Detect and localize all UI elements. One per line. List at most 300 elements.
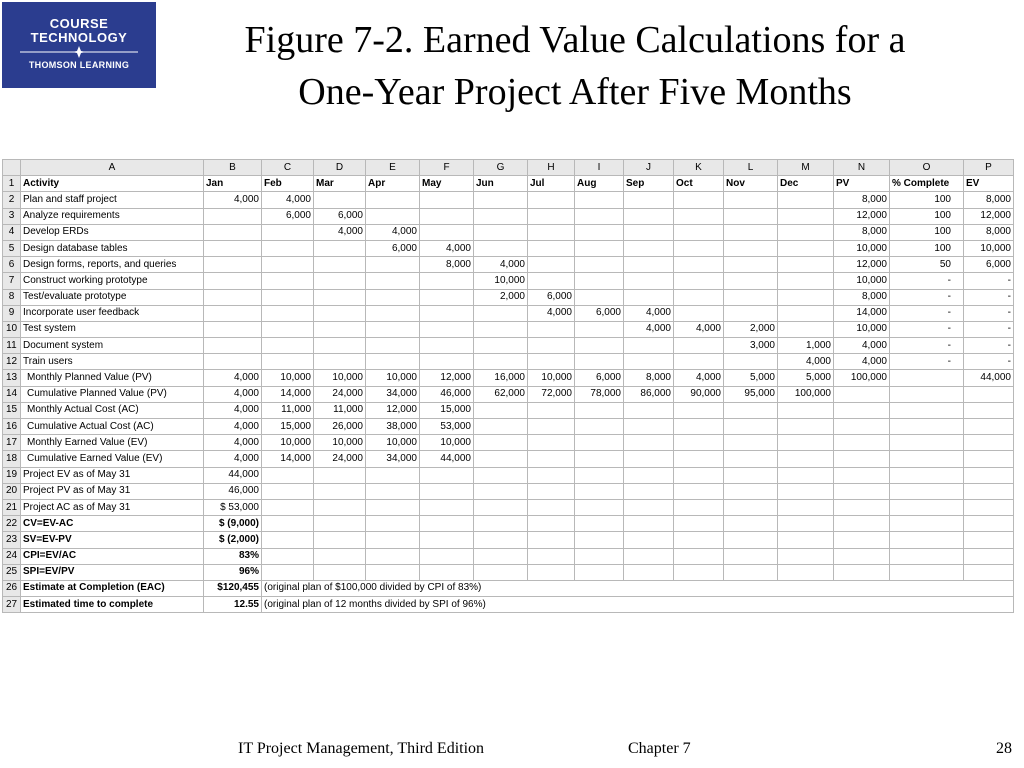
cell[interactable] (262, 564, 314, 580)
cell[interactable] (674, 516, 724, 532)
cell[interactable] (366, 321, 420, 337)
cell[interactable] (964, 516, 1014, 532)
cell[interactable] (575, 516, 624, 532)
cell[interactable] (890, 402, 964, 418)
cell[interactable] (474, 419, 528, 435)
column-header[interactable]: A (21, 160, 204, 176)
column-header[interactable]: M (778, 160, 834, 176)
cell[interactable] (366, 564, 420, 580)
cell[interactable]: 10,000 (834, 240, 890, 256)
cell[interactable]: 11,000 (262, 402, 314, 418)
cell[interactable] (262, 240, 314, 256)
cell[interactable]: 14,000 (834, 305, 890, 321)
cell[interactable]: Project AC as of May 31 (21, 499, 204, 515)
cell[interactable] (624, 289, 674, 305)
column-header[interactable]: P (964, 160, 1014, 176)
cell[interactable]: 11,000 (314, 402, 366, 418)
cell[interactable] (575, 435, 624, 451)
column-header[interactable]: B (204, 160, 262, 176)
cell[interactable]: 10,000 (262, 370, 314, 386)
cell[interactable] (528, 564, 575, 580)
row-number[interactable]: 14 (3, 386, 21, 402)
cell[interactable]: 86,000 (624, 386, 674, 402)
cell[interactable] (474, 564, 528, 580)
cell[interactable] (262, 467, 314, 483)
cell[interactable] (964, 499, 1014, 515)
cell[interactable] (624, 499, 674, 515)
cell[interactable]: May (420, 176, 474, 192)
cell[interactable] (528, 240, 575, 256)
cell[interactable] (575, 240, 624, 256)
cell[interactable] (674, 224, 724, 240)
cell[interactable]: Estimated time to complete (21, 597, 204, 613)
cell[interactable] (778, 451, 834, 467)
cell[interactable]: Design database tables (21, 240, 204, 256)
cell[interactable] (624, 257, 674, 273)
cell[interactable] (262, 224, 314, 240)
column-header[interactable]: F (420, 160, 474, 176)
cell[interactable] (314, 321, 366, 337)
cell[interactable] (624, 483, 674, 499)
cell[interactable]: 12,000 (834, 257, 890, 273)
cell[interactable]: - (964, 273, 1014, 289)
cell[interactable]: 8,000 (624, 370, 674, 386)
cell[interactable] (624, 354, 674, 370)
column-header[interactable]: C (262, 160, 314, 176)
cell[interactable]: 44,000 (964, 370, 1014, 386)
cell[interactable]: SV=EV-PV (21, 532, 204, 548)
cell[interactable] (575, 402, 624, 418)
row-number[interactable]: 25 (3, 564, 21, 580)
cell[interactable] (474, 499, 528, 515)
row-number[interactable]: 13 (3, 370, 21, 386)
cell[interactable]: Project EV as of May 31 (21, 467, 204, 483)
cell[interactable]: 10,000 (366, 435, 420, 451)
cell[interactable] (778, 516, 834, 532)
cell[interactable] (366, 192, 420, 208)
cell[interactable] (674, 257, 724, 273)
row-number[interactable]: 27 (3, 597, 21, 613)
cell[interactable]: 10,000 (964, 240, 1014, 256)
cell[interactable] (528, 532, 575, 548)
cell[interactable] (204, 321, 262, 337)
cell[interactable] (674, 467, 724, 483)
cell[interactable] (890, 419, 964, 435)
cell[interactable]: 100,000 (778, 386, 834, 402)
cell[interactable] (420, 499, 474, 515)
cell[interactable]: 10,000 (834, 321, 890, 337)
cell[interactable] (528, 208, 575, 224)
cell[interactable] (474, 402, 528, 418)
cell[interactable] (890, 548, 964, 564)
cell[interactable]: 6,000 (366, 240, 420, 256)
cell[interactable] (778, 564, 834, 580)
cell[interactable] (624, 435, 674, 451)
cell[interactable] (204, 273, 262, 289)
row-number[interactable]: 23 (3, 532, 21, 548)
cell[interactable] (575, 208, 624, 224)
cell[interactable] (834, 435, 890, 451)
cell[interactable]: Cumulative Earned Value (EV) (21, 451, 204, 467)
cell[interactable]: 4,000 (204, 435, 262, 451)
cell[interactable]: 44,000 (204, 467, 262, 483)
cell[interactable]: - (964, 354, 1014, 370)
cell[interactable] (890, 516, 964, 532)
cell[interactable]: 24,000 (314, 451, 366, 467)
cell[interactable]: 12.55 (204, 597, 262, 613)
row-number[interactable]: 9 (3, 305, 21, 321)
cell[interactable] (674, 273, 724, 289)
cell[interactable]: 10,000 (420, 435, 474, 451)
cell[interactable]: 1,000 (778, 338, 834, 354)
cell[interactable] (834, 402, 890, 418)
cell[interactable] (474, 483, 528, 499)
cell[interactable] (314, 273, 366, 289)
cell[interactable] (262, 338, 314, 354)
cell[interactable] (575, 548, 624, 564)
cell[interactable] (575, 224, 624, 240)
cell[interactable] (474, 467, 528, 483)
cell[interactable] (314, 564, 366, 580)
cell[interactable] (528, 402, 575, 418)
cell[interactable]: 8,000 (834, 289, 890, 305)
cell[interactable]: Cumulative Planned Value (PV) (21, 386, 204, 402)
cell[interactable] (528, 467, 575, 483)
row-number[interactable]: 1 (3, 176, 21, 192)
cell[interactable] (262, 483, 314, 499)
cell[interactable]: 38,000 (366, 419, 420, 435)
cell[interactable]: - (890, 321, 964, 337)
cell[interactable]: EV (964, 176, 1014, 192)
cell[interactable] (204, 338, 262, 354)
cell[interactable]: Plan and staff project (21, 192, 204, 208)
cell[interactable]: Nov (724, 176, 778, 192)
cell[interactable] (420, 289, 474, 305)
cell[interactable] (575, 467, 624, 483)
cell[interactable]: - (890, 289, 964, 305)
row-number[interactable]: 8 (3, 289, 21, 305)
cell[interactable] (674, 451, 724, 467)
cell[interactable] (420, 338, 474, 354)
cell[interactable] (724, 305, 778, 321)
cell[interactable]: - (890, 273, 964, 289)
cell[interactable] (890, 483, 964, 499)
cell[interactable] (366, 338, 420, 354)
cell[interactable] (528, 192, 575, 208)
cell[interactable] (575, 419, 624, 435)
cell[interactable] (778, 467, 834, 483)
cell[interactable] (964, 467, 1014, 483)
cell[interactable]: Train users (21, 354, 204, 370)
cell[interactable]: PV (834, 176, 890, 192)
cell[interactable] (314, 548, 366, 564)
cell[interactable] (890, 435, 964, 451)
cell[interactable]: 10,000 (834, 273, 890, 289)
cell[interactable] (204, 224, 262, 240)
cell[interactable]: 2,000 (724, 321, 778, 337)
cell[interactable]: Design forms, reports, and queries (21, 257, 204, 273)
cell[interactable]: 16,000 (474, 370, 528, 386)
cell[interactable] (474, 338, 528, 354)
cell[interactable] (624, 548, 674, 564)
cell[interactable] (964, 451, 1014, 467)
cell[interactable]: 8,000 (964, 192, 1014, 208)
cell[interactable]: 15,000 (262, 419, 314, 435)
cell[interactable] (366, 548, 420, 564)
cell[interactable]: 100 (890, 192, 964, 208)
column-header[interactable]: O (890, 160, 964, 176)
row-number[interactable]: 11 (3, 338, 21, 354)
cell[interactable] (262, 321, 314, 337)
cell[interactable] (674, 354, 724, 370)
cell[interactable] (528, 548, 575, 564)
row-number[interactable]: 7 (3, 273, 21, 289)
cell[interactable]: Cumulative Actual Cost (AC) (21, 419, 204, 435)
cell[interactable]: 4,000 (624, 305, 674, 321)
cell[interactable]: 4,000 (528, 305, 575, 321)
cell[interactable]: Analyze requirements (21, 208, 204, 224)
row-number[interactable]: 5 (3, 240, 21, 256)
cell[interactable] (724, 451, 778, 467)
cell[interactable] (474, 321, 528, 337)
cell[interactable]: 8,000 (420, 257, 474, 273)
cell[interactable] (262, 273, 314, 289)
cell[interactable]: 12,000 (834, 208, 890, 224)
cell[interactable] (474, 305, 528, 321)
cell[interactable] (724, 240, 778, 256)
cell[interactable]: Monthly Actual Cost (AC) (21, 402, 204, 418)
cell[interactable] (624, 451, 674, 467)
cell[interactable]: Test/evaluate prototype (21, 289, 204, 305)
column-header[interactable]: K (674, 160, 724, 176)
cell[interactable] (366, 467, 420, 483)
row-number[interactable]: 21 (3, 499, 21, 515)
cell[interactable]: 100 (890, 208, 964, 224)
cell[interactable]: 6,000 (575, 305, 624, 321)
cell[interactable] (474, 354, 528, 370)
column-header[interactable]: G (474, 160, 528, 176)
cell[interactable] (724, 402, 778, 418)
cell[interactable] (624, 402, 674, 418)
cell[interactable] (724, 419, 778, 435)
cell[interactable]: Jul (528, 176, 575, 192)
row-number[interactable]: 16 (3, 419, 21, 435)
cell[interactable] (778, 273, 834, 289)
cell[interactable] (528, 257, 575, 273)
cell[interactable] (420, 548, 474, 564)
cell[interactable]: 15,000 (420, 402, 474, 418)
cell[interactable] (474, 451, 528, 467)
cell[interactable] (528, 499, 575, 515)
cell[interactable] (724, 224, 778, 240)
cell[interactable] (624, 192, 674, 208)
row-number[interactable]: 24 (3, 548, 21, 564)
row-number[interactable]: 18 (3, 451, 21, 467)
cell[interactable] (834, 516, 890, 532)
cell[interactable] (964, 435, 1014, 451)
cell[interactable] (890, 386, 964, 402)
cell[interactable] (314, 289, 366, 305)
column-header[interactable]: I (575, 160, 624, 176)
cell[interactable]: 72,000 (528, 386, 575, 402)
cell[interactable]: 3,000 (724, 338, 778, 354)
cell[interactable] (366, 257, 420, 273)
cell[interactable] (528, 483, 575, 499)
cell[interactable] (890, 499, 964, 515)
cell[interactable] (575, 257, 624, 273)
column-header[interactable]: E (366, 160, 420, 176)
cell[interactable] (420, 483, 474, 499)
cell[interactable]: 44,000 (420, 451, 474, 467)
row-number[interactable]: 3 (3, 208, 21, 224)
cell[interactable]: 4,000 (366, 224, 420, 240)
cell[interactable] (366, 354, 420, 370)
cell[interactable] (890, 532, 964, 548)
row-number[interactable]: 12 (3, 354, 21, 370)
cell[interactable] (575, 532, 624, 548)
cell[interactable] (778, 257, 834, 273)
cell[interactable]: Aug (575, 176, 624, 192)
cell[interactable] (724, 192, 778, 208)
cell[interactable] (474, 435, 528, 451)
cell[interactable]: Jan (204, 176, 262, 192)
cell[interactable] (890, 467, 964, 483)
cell[interactable] (624, 224, 674, 240)
cell[interactable]: 4,000 (204, 419, 262, 435)
cell[interactable]: - (964, 338, 1014, 354)
cell[interactable] (420, 467, 474, 483)
cell[interactable] (366, 289, 420, 305)
cell[interactable] (262, 289, 314, 305)
cell[interactable]: 14,000 (262, 451, 314, 467)
cell[interactable]: 10,000 (314, 435, 366, 451)
cell[interactable] (890, 451, 964, 467)
cell[interactable]: 62,000 (474, 386, 528, 402)
cell[interactable] (674, 402, 724, 418)
cell[interactable] (204, 208, 262, 224)
cell[interactable] (314, 483, 366, 499)
cell[interactable] (528, 354, 575, 370)
cell[interactable] (834, 499, 890, 515)
cell[interactable] (204, 240, 262, 256)
cell-note[interactable]: (original plan of $100,000 divided by CPI of 83%) (262, 580, 1014, 596)
cell[interactable]: 8,000 (834, 224, 890, 240)
cell[interactable] (778, 305, 834, 321)
cell[interactable] (834, 451, 890, 467)
cell[interactable]: $ (2,000) (204, 532, 262, 548)
cell[interactable] (834, 386, 890, 402)
cell[interactable] (834, 467, 890, 483)
cell[interactable] (314, 467, 366, 483)
cell[interactable] (420, 305, 474, 321)
cell[interactable]: 4,000 (674, 321, 724, 337)
cell[interactable] (834, 419, 890, 435)
cell[interactable]: 34,000 (366, 451, 420, 467)
cell[interactable] (204, 305, 262, 321)
row-number[interactable]: 19 (3, 467, 21, 483)
cell[interactable] (314, 499, 366, 515)
cell[interactable] (624, 564, 674, 580)
cell[interactable] (674, 483, 724, 499)
cell[interactable] (778, 548, 834, 564)
cell[interactable] (674, 208, 724, 224)
cell[interactable] (366, 305, 420, 321)
cell[interactable] (724, 467, 778, 483)
cell[interactable] (474, 192, 528, 208)
cell[interactable] (420, 273, 474, 289)
cell[interactable]: 6,000 (528, 289, 575, 305)
cell[interactable] (528, 338, 575, 354)
cell[interactable]: Incorporate user feedback (21, 305, 204, 321)
cell[interactable] (366, 516, 420, 532)
cell[interactable]: - (964, 289, 1014, 305)
column-header[interactable]: J (624, 160, 674, 176)
cell[interactable] (778, 224, 834, 240)
cell[interactable]: CPI=EV/AC (21, 548, 204, 564)
cell[interactable]: 95,000 (724, 386, 778, 402)
cell[interactable] (575, 354, 624, 370)
cell[interactable]: Mar (314, 176, 366, 192)
row-number[interactable]: 17 (3, 435, 21, 451)
cell[interactable] (778, 499, 834, 515)
cell[interactable]: 4,000 (204, 451, 262, 467)
cell[interactable]: 10,000 (262, 435, 314, 451)
cell[interactable] (778, 483, 834, 499)
cell[interactable] (262, 499, 314, 515)
cell[interactable]: Develop ERDs (21, 224, 204, 240)
cell[interactable]: 100,000 (834, 370, 890, 386)
cell[interactable]: 4,000 (262, 192, 314, 208)
cell[interactable] (724, 289, 778, 305)
cell[interactable]: Monthly Planned Value (PV) (21, 370, 204, 386)
cell[interactable]: CV=EV-AC (21, 516, 204, 532)
cell[interactable] (778, 192, 834, 208)
cell[interactable]: 96% (204, 564, 262, 580)
cell[interactable]: - (890, 338, 964, 354)
cell[interactable]: 4,000 (204, 402, 262, 418)
cell[interactable] (262, 354, 314, 370)
cell[interactable] (624, 467, 674, 483)
cell[interactable]: 4,000 (314, 224, 366, 240)
cell[interactable] (314, 338, 366, 354)
row-number[interactable]: 2 (3, 192, 21, 208)
cell[interactable] (420, 354, 474, 370)
column-header[interactable]: D (314, 160, 366, 176)
cell[interactable] (420, 224, 474, 240)
cell[interactable]: 5,000 (778, 370, 834, 386)
cell[interactable] (674, 435, 724, 451)
cell[interactable]: Feb (262, 176, 314, 192)
cell[interactable] (528, 224, 575, 240)
cell[interactable]: 78,000 (575, 386, 624, 402)
cell[interactable]: 53,000 (420, 419, 474, 435)
cell[interactable] (204, 257, 262, 273)
cell[interactable] (778, 419, 834, 435)
cell[interactable] (674, 240, 724, 256)
cell[interactable]: 46,000 (204, 483, 262, 499)
cell[interactable] (778, 240, 834, 256)
cell[interactable] (890, 370, 964, 386)
cell[interactable] (724, 435, 778, 451)
cell[interactable] (674, 289, 724, 305)
cell[interactable] (314, 354, 366, 370)
corner-cell[interactable] (3, 160, 21, 176)
cell[interactable]: Document system (21, 338, 204, 354)
cell[interactable] (420, 321, 474, 337)
cell[interactable]: 10,000 (528, 370, 575, 386)
cell[interactable] (366, 499, 420, 515)
cell[interactable] (314, 240, 366, 256)
